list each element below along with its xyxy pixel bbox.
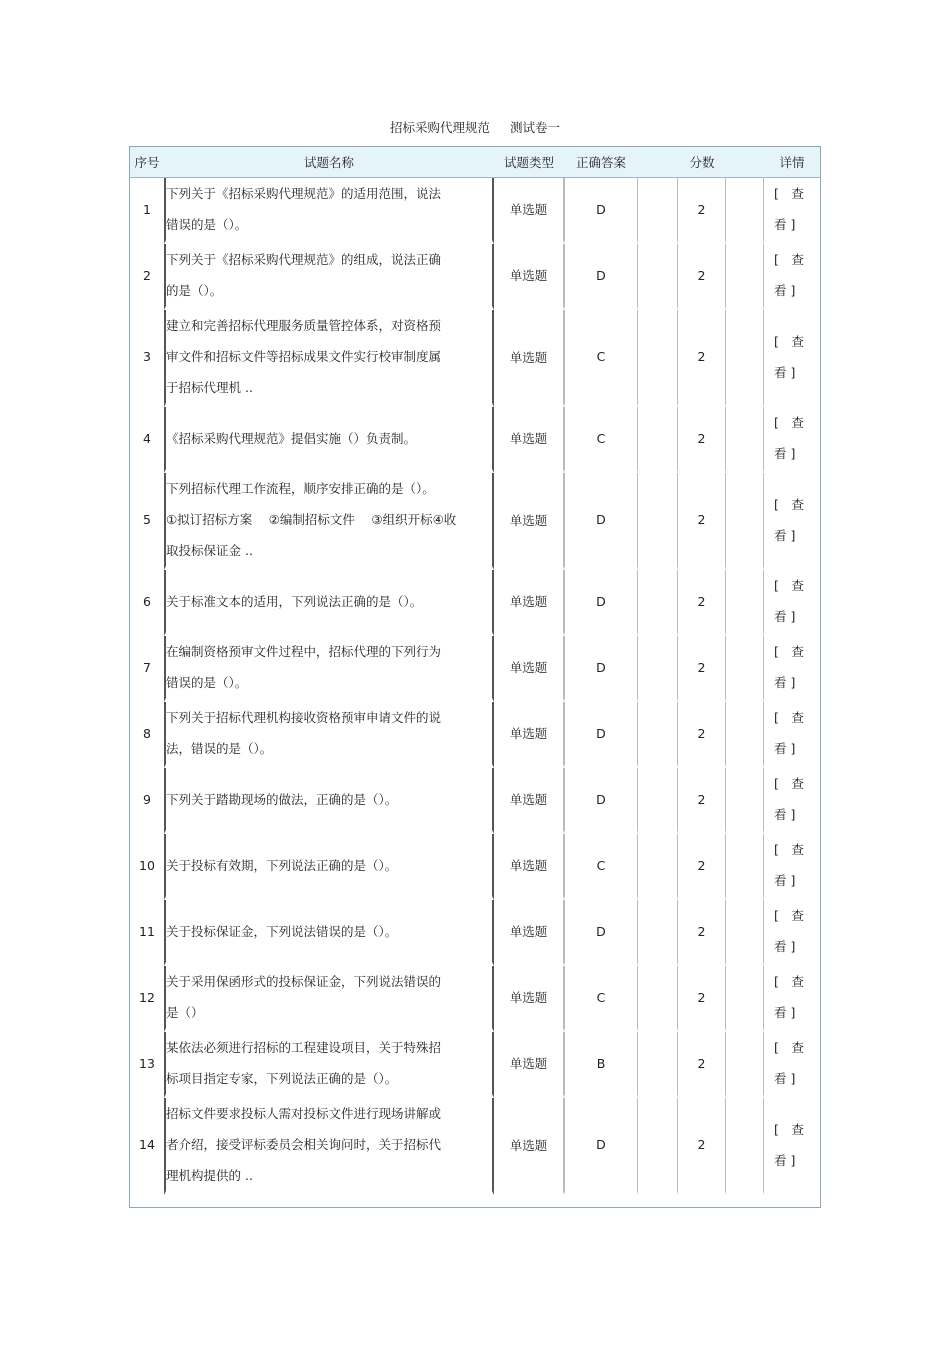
table-row	[130, 702, 820, 768]
view-detail-line: 看 ]	[774, 527, 796, 543]
detail-cell	[764, 768, 820, 834]
view-detail-line: 看 ]	[774, 1071, 796, 1086]
correct-answer: C	[564, 834, 638, 900]
question-name-line: 理机构提供的 ..	[166, 1168, 253, 1183]
row-number: 9	[130, 768, 164, 834]
score: 2	[678, 636, 726, 702]
header-type: 试题类型	[494, 147, 564, 178]
blank-cell	[638, 473, 678, 570]
blank-cell	[638, 570, 678, 636]
table-row	[130, 1098, 820, 1195]
view-detail-line: 看 ]	[774, 283, 796, 298]
table-row	[130, 310, 820, 407]
view-detail-line: 看 ]	[774, 609, 796, 624]
question-type: 单选题	[494, 966, 564, 1032]
view-detail-line: 看 ]	[774, 217, 796, 232]
blank-cell	[726, 570, 764, 636]
correct-answer: D	[564, 702, 638, 768]
question-type: 单选题	[494, 702, 564, 768]
question-name-line: ①拟订招标方案 ②编制招标文件 ③组织开标④收	[166, 512, 457, 527]
question-type: 单选题	[494, 407, 564, 473]
detail-cell	[764, 473, 820, 570]
detail-cell	[764, 966, 820, 1032]
question-name	[164, 900, 494, 966]
view-detail-line: 看 ]	[774, 1152, 796, 1168]
row-number: 14	[130, 1098, 164, 1195]
question-name-line: 审文件和招标文件等招标成果文件实行校审制度属	[166, 349, 442, 364]
blank-cell	[638, 407, 678, 473]
blank-cell	[726, 636, 764, 702]
view-detail-line: 看 ]	[774, 364, 796, 380]
score: 2	[678, 570, 726, 636]
question-name	[164, 636, 494, 702]
question-name-line: 取投标保证金 ..	[166, 543, 253, 558]
correct-answer: C	[564, 407, 638, 473]
table-row	[130, 966, 820, 1032]
view-detail-link[interactable]	[774, 178, 810, 240]
view-detail-line: [ 查	[774, 1040, 804, 1055]
row-number: 5	[130, 473, 164, 570]
blank-cell	[726, 900, 764, 966]
view-detail-link[interactable]	[774, 702, 810, 764]
question-type: 单选题	[494, 768, 564, 834]
score: 2	[678, 834, 726, 900]
correct-answer: D	[564, 244, 638, 310]
view-detail-line: [ 查	[774, 776, 804, 791]
question-type: 单选题	[494, 1098, 564, 1195]
score: 2	[678, 244, 726, 310]
table-row	[130, 570, 820, 636]
question-name	[164, 310, 494, 407]
question-name-line: 关于标准文本的适用，下列说法正确的是（）。	[166, 593, 423, 609]
view-detail-link[interactable]	[774, 966, 810, 1028]
correct-answer: D	[564, 636, 638, 702]
blank-cell	[726, 310, 764, 407]
blank-cell	[638, 178, 678, 244]
question-type: 单选题	[494, 570, 564, 636]
question-table	[129, 146, 821, 1208]
view-detail-line: [ 查	[774, 496, 804, 512]
row-number: 10	[130, 834, 164, 900]
page-title	[0, 118, 950, 136]
row-number: 1	[130, 178, 164, 244]
view-detail-line: 看 ]	[774, 873, 796, 888]
detail-cell	[764, 1032, 820, 1098]
detail-cell	[764, 702, 820, 768]
detail-cell	[764, 1098, 820, 1195]
correct-answer: D	[564, 900, 638, 966]
table-row	[130, 178, 820, 244]
question-name	[164, 407, 494, 473]
view-detail-link[interactable]	[774, 407, 810, 469]
table-row	[130, 1032, 820, 1098]
question-name-line: 下列关于招标代理机构接收资格预审申请文件的说	[166, 710, 442, 725]
row-number: 11	[130, 900, 164, 966]
question-name-line: 在编制资格预审文件过程中，招标代理的下列行为	[166, 644, 442, 659]
correct-answer: D	[564, 178, 638, 244]
table-header-row	[130, 147, 820, 178]
view-detail-line: 看 ]	[774, 939, 796, 954]
score: 2	[678, 473, 726, 570]
score: 2	[678, 900, 726, 966]
table-row	[130, 900, 820, 966]
blank-cell	[726, 1098, 764, 1195]
detail-cell	[764, 178, 820, 244]
blank-cell	[726, 407, 764, 473]
correct-answer: B	[564, 1032, 638, 1098]
blank-cell	[638, 966, 678, 1032]
question-name-line: 下列关于踏勘现场的做法，正确的是（）。	[166, 791, 398, 807]
question-name-line: 者介绍，接受评标委员会相关询问时，关于招标代	[166, 1137, 442, 1152]
table-row	[130, 636, 820, 702]
detail-cell	[764, 900, 820, 966]
table-row	[130, 244, 820, 310]
question-type: 单选题	[494, 834, 564, 900]
score: 2	[678, 1032, 726, 1098]
question-type: 单选题	[494, 244, 564, 310]
table-row	[130, 768, 820, 834]
blank-cell	[638, 768, 678, 834]
view-detail-link[interactable]	[774, 489, 810, 551]
blank-cell	[638, 1032, 678, 1098]
question-name-line: 建立和完善招标代理服务质量管控体系，对资格预	[166, 318, 442, 333]
correct-answer: C	[564, 310, 638, 407]
blank-cell	[638, 244, 678, 310]
blank-cell	[726, 702, 764, 768]
correct-answer: C	[564, 966, 638, 1032]
row-number: 12	[130, 966, 164, 1032]
question-name	[164, 244, 494, 310]
header-score: 分数	[678, 147, 726, 178]
question-name-line: 招标文件要求投标人需对投标文件进行现场讲解或	[166, 1106, 442, 1121]
question-name-line: 某依法必须进行招标的工程建设项目，关于特殊招	[166, 1040, 442, 1055]
row-number: 6	[130, 570, 164, 636]
question-name-line: 的是（）。	[166, 283, 223, 298]
score: 2	[678, 768, 726, 834]
view-detail-line: 看 ]	[774, 1005, 796, 1020]
view-detail-link[interactable]	[774, 326, 810, 388]
question-type: 单选题	[494, 1032, 564, 1098]
question-name-line: 下列关于《招标采购代理规范》的组成，说法正确	[166, 252, 442, 267]
view-detail-line: 看 ]	[774, 741, 796, 756]
blank-cell	[726, 244, 764, 310]
row-number: 3	[130, 310, 164, 407]
question-name-line: 法，错误的是（）。	[166, 741, 273, 756]
detail-cell	[764, 636, 820, 702]
blank-cell	[726, 1032, 764, 1098]
question-name-line: 关于采用保函形式的投标保证金，下列说法错误的	[166, 974, 442, 989]
question-name-line: 标项目指定专家，下列说法正确的是（）。	[166, 1071, 398, 1086]
row-number: 2	[130, 244, 164, 310]
score: 2	[678, 702, 726, 768]
header-blank2	[726, 147, 764, 178]
correct-answer: D	[564, 768, 638, 834]
question-name-line: 是（）	[166, 1005, 204, 1020]
question-name-line: 关于投标保证金，下列说法错误的是（）。	[166, 923, 398, 939]
view-detail-link[interactable]	[774, 1114, 810, 1176]
blank-cell	[726, 966, 764, 1032]
view-detail-link[interactable]	[774, 768, 810, 830]
view-detail-link[interactable]	[774, 636, 810, 698]
question-name-line: 《招标采购代理规范》提倡实施（）负责制。	[166, 430, 417, 446]
score: 2	[678, 966, 726, 1032]
blank-cell	[726, 178, 764, 244]
blank-cell	[638, 900, 678, 966]
view-detail-link[interactable]	[774, 244, 810, 306]
view-detail-link[interactable]	[774, 834, 810, 896]
question-name	[164, 1032, 494, 1098]
blank-cell	[638, 636, 678, 702]
view-detail-line: 看 ]	[774, 675, 796, 690]
detail-cell	[764, 310, 820, 407]
score: 2	[678, 178, 726, 244]
score: 2	[678, 310, 726, 407]
view-detail-line: [ 查	[774, 974, 804, 989]
view-detail-line: 看 ]	[774, 807, 796, 822]
header-num: 序号	[130, 147, 164, 178]
question-name-line: 下列招标代理工作流程，顺序安排正确的是（）。	[166, 481, 435, 496]
question-name-line: 于招标代理机 ..	[166, 380, 253, 395]
title-sub: 测试卷一	[510, 120, 561, 135]
correct-answer: D	[564, 570, 638, 636]
score: 2	[678, 407, 726, 473]
view-detail-line: [ 查	[774, 842, 804, 857]
title-main: 招标采购代理规范	[389, 120, 490, 135]
view-detail-line: [ 查	[774, 252, 804, 267]
header-name: 试题名称	[164, 147, 494, 178]
question-name	[164, 178, 494, 244]
blank-cell	[638, 702, 678, 768]
view-detail-line: [ 查	[774, 1121, 804, 1137]
correct-answer: D	[564, 473, 638, 570]
question-name-line: 错误的是（）。	[166, 217, 248, 232]
view-detail-line: [ 查	[774, 578, 804, 593]
view-detail-link[interactable]	[774, 1032, 810, 1094]
detail-cell	[764, 244, 820, 310]
blank-cell	[726, 473, 764, 570]
table-row	[130, 407, 820, 473]
header-detail: 详情	[764, 147, 820, 178]
view-detail-line: [ 查	[774, 186, 804, 201]
view-detail-line: 看 ]	[774, 446, 796, 461]
question-name	[164, 768, 494, 834]
score: 2	[678, 1098, 726, 1195]
view-detail-line: [ 查	[774, 908, 804, 923]
detail-cell	[764, 570, 820, 636]
blank-cell	[726, 834, 764, 900]
question-name-line: 错误的是（）。	[166, 675, 248, 690]
view-detail-line: [ 查	[774, 710, 804, 725]
view-detail-line: [ 查	[774, 333, 804, 349]
detail-cell	[764, 834, 820, 900]
question-type: 单选题	[494, 636, 564, 702]
view-detail-line: [ 查	[774, 415, 804, 430]
blank-cell	[726, 768, 764, 834]
blank-cell	[638, 834, 678, 900]
correct-answer: D	[564, 1098, 638, 1195]
question-name	[164, 1098, 494, 1195]
header-blank1	[638, 147, 678, 178]
question-name	[164, 570, 494, 636]
blank-cell	[638, 310, 678, 407]
view-detail-link[interactable]	[774, 570, 810, 632]
row-number: 8	[130, 702, 164, 768]
question-name-line: 下列关于《招标采购代理规范》的适用范围，说法	[166, 186, 442, 201]
header-answer: 正确答案	[564, 147, 638, 178]
question-name	[164, 473, 494, 570]
view-detail-link[interactable]	[774, 900, 810, 962]
row-number: 13	[130, 1032, 164, 1098]
table-row	[130, 834, 820, 900]
question-name	[164, 702, 494, 768]
row-number: 7	[130, 636, 164, 702]
question-name	[164, 834, 494, 900]
question-type: 单选题	[494, 178, 564, 244]
blank-cell	[638, 1098, 678, 1195]
question-name-line: 关于投标有效期，下列说法正确的是（）。	[166, 857, 398, 873]
question-type: 单选题	[494, 310, 564, 407]
question-type: 单选题	[494, 900, 564, 966]
table-row	[130, 473, 820, 570]
question-type: 单选题	[494, 473, 564, 570]
row-number: 4	[130, 407, 164, 473]
detail-cell	[764, 407, 820, 473]
question-name	[164, 966, 494, 1032]
view-detail-line: [ 查	[774, 644, 804, 659]
